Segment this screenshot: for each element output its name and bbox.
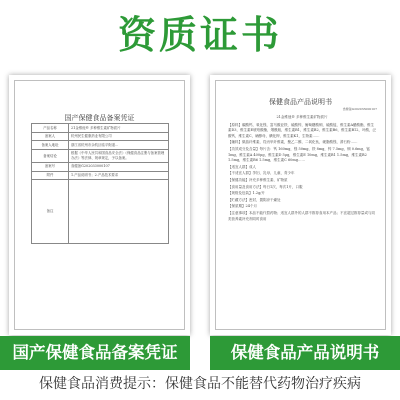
manual-paragraph: 【原料】碳酸钙，氧化镁，富马酸亚铁，硫酸锌，葡萄糖酸铜，硫酸锰，维生素A醋酸酯，维生素D3，维生素E琥珀酸酯，烟酰胺，维生素B1，维生素B2，维生素B6，维生素B12，叶酸，泛酸钙，维生素C，硒酵母，碘化钾，维生素K1，生物素…… — [228, 122, 377, 138]
manual-paragraph: 【不适宜人群】孕妇、乳母、儿童、青少年 — [228, 171, 295, 176]
manual-doc-number: 食健备G202033000107 — [342, 107, 377, 111]
page-title: 资质证书 — [117, 13, 282, 57]
certificate-row-value: 根据《中华人民共和国食品安全法》《保健食品注册与备案管理办法》等法律、规章规定，予以备案。 — [69, 149, 169, 162]
certificate-row-key: 产品名称 — [32, 124, 69, 133]
certificate-row-value: 食健备G202033000107 — [69, 162, 169, 171]
manual-paragraph: 【食用量及食用方法】每日1次，每次1片，口服 — [228, 184, 303, 189]
manual-paragraph: 【保质期】24个月 — [228, 204, 257, 209]
certificate-row-key: 备案结论 — [32, 149, 69, 162]
certificate-row — [32, 132, 169, 141]
certificate-row — [32, 180, 169, 244]
certificate-row-key: 备案号 — [32, 162, 69, 171]
filing-certificate-button[interactable]: 国产保健食品备案凭证 — [0, 336, 190, 370]
certificate-row-value: 21金维他® 多种维生素矿物质片 — [69, 124, 169, 133]
certificate-row — [32, 124, 169, 133]
filing-certificate-image[interactable] — [9, 75, 190, 335]
certificate-row-value: 浙江省杭州市余杭区临平街道... — [69, 141, 169, 150]
certificate-table — [31, 123, 169, 244]
certificate-row — [32, 141, 169, 150]
certificate-title: 国产保健食品备案凭证 — [64, 114, 135, 122]
certificate-row-key: 备案人 — [32, 132, 69, 141]
certificate-row-value — [69, 180, 169, 244]
manual-product-line: 21金维他® 多种维生素矿物质片 — [276, 115, 328, 119]
consumer-notice: 保健食品消费提示：保健食品不能替代药物治疗疾病 — [39, 376, 361, 392]
certificate-row-value: 杭州民生健康药业有限公司 — [69, 132, 169, 141]
certificate-row-key: 附件 — [32, 171, 69, 180]
product-manual-image[interactable] — [210, 75, 391, 335]
manual-paragraph: 【辅料】微晶纤维素，羟丙甲纤维素，聚乙二醇，二氧化钛，硬脂酸镁，滑石粉…… — [228, 140, 358, 145]
manual-paragraphs — [228, 123, 376, 223]
manual-paragraph: 【功效成分及含量】每片含：钙 160mg，镁 50mg，铁 8mg，锌 7.5mg，铜 0.6mg，锰 1mg，维生素A 400μg，维生素D 5μg，维生素E 10mg，维生素B1 1.5mg，维生素B2 1.5mg，维生素B6 1.5mg，维生素C 60mg…… — [228, 146, 370, 163]
manual-title: 保健食品产品说明书 — [269, 98, 332, 106]
manual-paragraph: 【贮藏方法】密封，置阴凉干燥处 — [228, 197, 281, 202]
manual-paragraph: 【保健功能】补充多种维生素、矿物质 — [228, 177, 288, 182]
certificate-row — [32, 162, 169, 171]
certificate-row-key: 备注 — [32, 180, 69, 244]
certificate-row-key: 备案人地址 — [32, 141, 69, 150]
certificate-row — [32, 171, 169, 180]
certificate-row-value: 1.产品说明书；2.产品技术要求 — [69, 171, 169, 180]
product-manual-button[interactable]: 保健食品产品说明书 — [210, 336, 400, 370]
manual-paragraph: 【适宜人群】成人 — [228, 164, 256, 169]
manual-text — [228, 115, 376, 223]
certificate-row — [32, 149, 169, 162]
manual-paragraph: 【注意事项】本品不能代替药物；适宜人群外的人群不推荐食用本产品；不宜超过推荐量或与同类营养素补充剂同时食用 — [228, 210, 375, 221]
manual-paragraph: 【规格及包装】1.2g/片 — [228, 191, 265, 196]
